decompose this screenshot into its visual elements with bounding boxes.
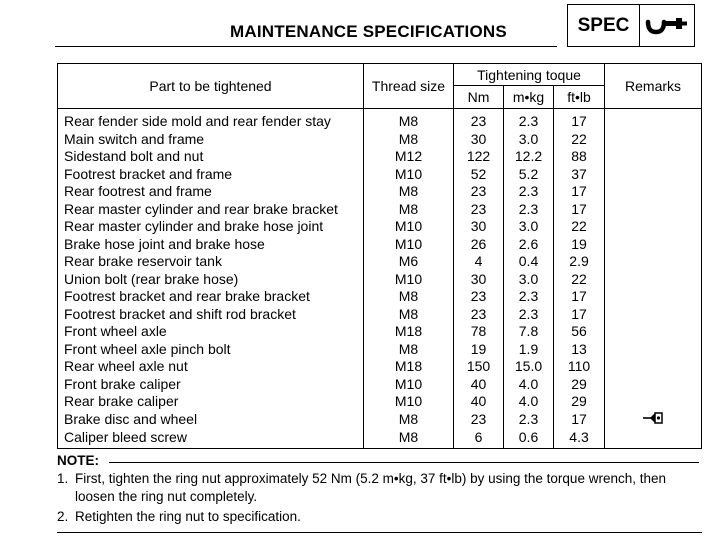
table-row [58,183,702,201]
mkg-cell: 2.3 [504,183,554,201]
mkg-cell: 1.9 [504,341,554,359]
part-cell: Brake disc and wheel [58,411,364,429]
note-text: First, tighten the ring nut approximately 52 Nm (5.2 m•kg, 37 ft•lb) by using the torque wrench, then loosen the ring nut completely. [75,471,666,504]
torque-wrench-icon [640,5,694,46]
part-cell: Brake hose joint and brake hose [58,236,364,254]
note-title: NOTE: [57,453,99,468]
mkg-cell: 5.2 [504,166,554,184]
ftlb-cell: 17 [554,306,605,324]
thread-size-cell: M10 [364,166,454,184]
part-cell: Sidestand bolt and nut [58,148,364,166]
remarks-cell [605,201,702,219]
mkg-cell: 2.3 [504,288,554,306]
ftlb-cell: 37 [554,166,605,184]
part-cell: Footrest bracket and frame [58,166,364,184]
mkg-cell: 12.2 [504,148,554,166]
nm-cell: 4 [454,253,504,271]
ftlb-cell: 88 [554,148,605,166]
remarks-cell [605,323,702,341]
thread-size-cell: M8 [364,288,454,306]
table-row [58,131,702,149]
part-cell: Caliper bleed screw [58,429,364,449]
note-item [57,470,702,506]
mkg-cell: 4.0 [504,376,554,394]
remarks-cell [605,166,702,184]
mkg-cell: 4.0 [504,393,554,411]
nm-cell: 122 [454,148,504,166]
remarks-cell [605,376,702,394]
nm-cell: 6 [454,429,504,449]
ftlb-cell: 22 [554,218,605,236]
table-row [58,271,702,289]
remarks-cell [605,183,702,201]
table-row [58,376,702,394]
part-cell: Rear fender side mold and rear fender stay [58,109,364,131]
spec-badge [567,4,695,47]
thread-size-cell: M10 [364,376,454,394]
note-item [57,508,702,526]
table-row [58,288,702,306]
table-row [58,306,702,324]
nm-cell: 150 [454,358,504,376]
mkg-cell: 3.0 [504,271,554,289]
remarks-cell [605,109,702,131]
part-cell: Rear wheel axle nut [58,358,364,376]
nm-cell: 19 [454,341,504,359]
thread-size-cell: M8 [364,183,454,201]
thread-size-cell: M10 [364,218,454,236]
remarks-cell [605,148,702,166]
table-row [58,341,702,359]
remarks-cell [605,253,702,271]
table-row [58,109,702,131]
header-thread-size: Thread size [364,64,454,109]
nm-cell: 78 [454,323,504,341]
table-row [58,358,702,376]
table-row [58,429,702,449]
locking-agent-icon [643,411,663,429]
part-cell: Footrest bracket and shift rod bracket [58,306,364,324]
part-cell: Front wheel axle [58,323,364,341]
ftlb-cell: 4.3 [554,429,605,449]
table-row [58,253,702,271]
page-title: MAINTENANCE SPECIFICATIONS [230,22,507,41]
mkg-cell: 15.0 [504,358,554,376]
mkg-cell: 2.3 [504,411,554,429]
ftlb-cell: 17 [554,288,605,306]
header-ftlb: ft•lb [554,86,605,109]
thread-size-cell: M10 [364,393,454,411]
table-row [58,411,702,429]
ftlb-cell: 22 [554,131,605,149]
note-number: 2. [57,509,69,524]
ftlb-cell: 29 [554,393,605,411]
remarks-cell [605,429,702,449]
remarks-cell [605,358,702,376]
ftlb-cell: 2.9 [554,253,605,271]
ftlb-cell: 110 [554,358,605,376]
table-row [58,393,702,411]
part-cell: Rear brake caliper [58,393,364,411]
nm-cell: 23 [454,411,504,429]
remarks-cell [605,306,702,324]
part-cell: Front wheel axle pinch bolt [58,341,364,359]
mkg-cell: 7.8 [504,323,554,341]
ftlb-cell: 22 [554,271,605,289]
bottom-rule [57,532,702,533]
header-part: Part to be tightened [58,64,364,109]
nm-cell: 30 [454,218,504,236]
note-text: Retighten the ring nut to specification. [75,509,301,524]
thread-size-cell: M12 [364,148,454,166]
nm-cell: 23 [454,306,504,324]
part-cell: Rear master cylinder and brake hose joint [58,218,364,236]
nm-cell: 23 [454,288,504,306]
mkg-cell: 3.0 [504,131,554,149]
mkg-cell: 0.6 [504,429,554,449]
ftlb-cell: 17 [554,411,605,429]
part-cell: Rear master cylinder and rear brake bracket [58,201,364,219]
ftlb-cell: 19 [554,236,605,254]
remarks-cell [605,393,702,411]
thread-size-cell: M18 [364,323,454,341]
nm-cell: 40 [454,393,504,411]
thread-size-cell: M18 [364,358,454,376]
table-row [58,166,702,184]
title-underline [55,46,557,47]
ftlb-cell: 17 [554,183,605,201]
part-cell: Rear brake reservoir tank [58,253,364,271]
thread-size-cell: M8 [364,306,454,324]
thread-size-cell: M8 [364,429,454,449]
header-mkg: m•kg [504,86,554,109]
mkg-cell: 2.3 [504,306,554,324]
ftlb-cell: 17 [554,201,605,219]
mkg-cell: 2.3 [504,109,554,131]
table-row [58,323,702,341]
note-rule [109,462,699,463]
table-row [58,236,702,254]
nm-cell: 30 [454,271,504,289]
mkg-cell: 3.0 [504,218,554,236]
part-cell: Main switch and frame [58,131,364,149]
header-nm: Nm [454,86,504,109]
thread-size-cell: M8 [364,411,454,429]
ftlb-cell: 56 [554,323,605,341]
nm-cell: 23 [454,201,504,219]
table-row [58,218,702,236]
notes-section [57,453,702,526]
thread-size-cell: M8 [364,109,454,131]
mkg-cell: 2.6 [504,236,554,254]
remarks-cell [605,131,702,149]
remarks-cell [605,411,702,429]
part-cell: Front brake caliper [58,376,364,394]
remarks-cell [605,341,702,359]
mkg-cell: 2.3 [504,201,554,219]
nm-cell: 40 [454,376,504,394]
table-row [58,148,702,166]
remarks-cell [605,288,702,306]
header-tightening-torque: Tightening toque [454,64,605,86]
part-cell: Rear footrest and frame [58,183,364,201]
mkg-cell: 0.4 [504,253,554,271]
thread-size-cell: M8 [364,341,454,359]
note-number: 1. [57,471,69,486]
thread-size-cell: M8 [364,131,454,149]
thread-size-cell: M10 [364,271,454,289]
nm-cell: 52 [454,166,504,184]
ftlb-cell: 13 [554,341,605,359]
remarks-cell [605,236,702,254]
part-cell: Footrest bracket and rear brake bracket [58,288,364,306]
nm-cell: 30 [454,131,504,149]
remarks-cell [605,271,702,289]
thread-size-cell: M8 [364,201,454,219]
remarks-cell [605,218,702,236]
nm-cell: 23 [454,109,504,131]
thread-size-cell: M10 [364,236,454,254]
ftlb-cell: 17 [554,109,605,131]
thread-size-cell: M6 [364,253,454,271]
nm-cell: 26 [454,236,504,254]
table-row [58,201,702,219]
spec-label: SPEC [568,5,640,46]
nm-cell: 23 [454,183,504,201]
notes-list [57,470,702,526]
table-body [58,109,702,449]
torque-spec-table [57,63,702,449]
part-cell: Union bolt (rear brake hose) [58,271,364,289]
ftlb-cell: 29 [554,376,605,394]
header-remarks: Remarks [605,64,702,109]
